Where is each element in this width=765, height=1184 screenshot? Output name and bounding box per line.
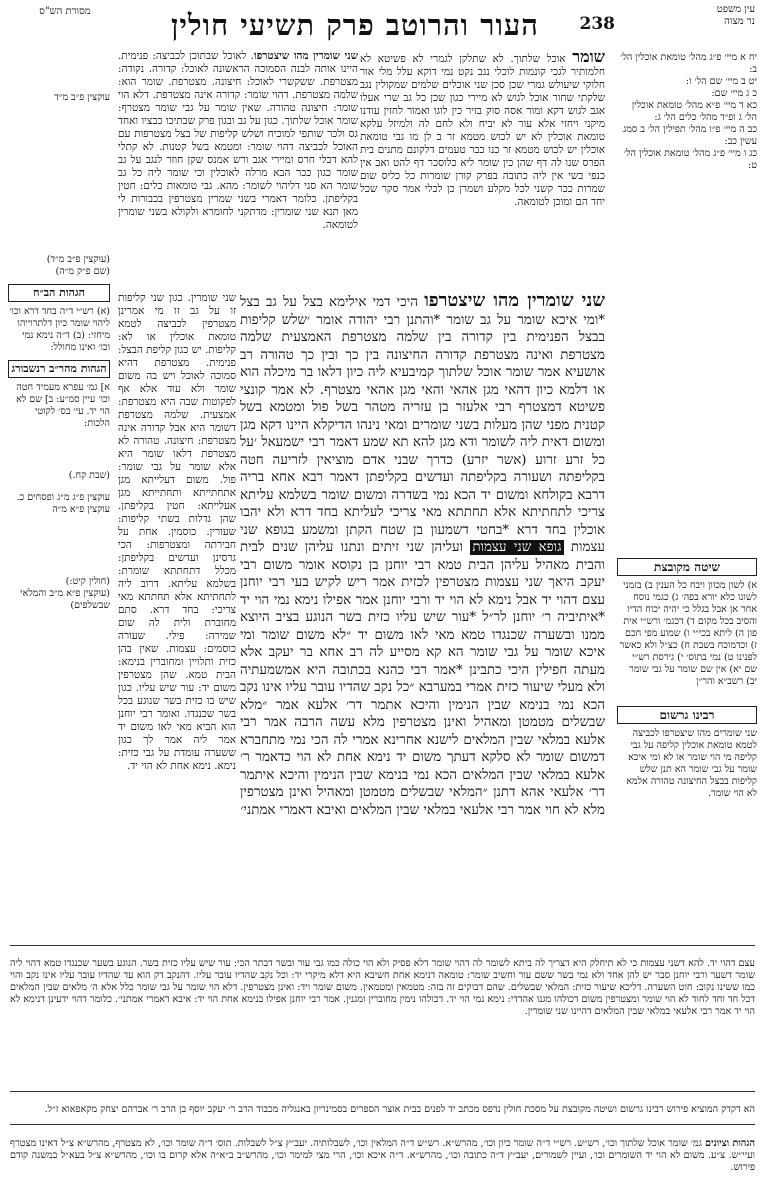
page-title: העור והרוטב פרק תשיעי חולין <box>171 8 539 42</box>
ein-mishpat-entry: יט ב מיי׳ שם הל׳ ו: <box>685 76 757 87</box>
ein-mishpat-entry: יח א מיי׳ פ״ג מהל׳ טומאת אוכלין הל׳ ב: <box>620 52 757 75</box>
highlighted-phrase: גופא שני עצמות <box>472 540 562 555</box>
gemara-text-continuation: ועליהן שני זיתים ונתנו עליהן שנים לבית והבית מאהיל עליהן הבית טמא רבי יוחנן בן נקוסא אומר משום רבי יעקב היאך שני עצמות מצטרפין לכזית אמר ריש לקיש בעי רבי יוחנן עצם דהוי יד אבל נימא לא הוי יד ורבי יוחנן אמר אפילו נימא נמי הוי יד *איתיביה ר׳ יוחנן לר״ל *עור שיש עליו כזית בשר הנוגע בציב היוצא ממנו ובשערה שכנגדו טמא מאי לאו משום יד ״לא משום שומר ומי איכא שומר על גבי שומר הא קא מסייע לה רב אחא בר יעקב אלא מעתה חפילין היכי כתבינן *אמר רבי כהנא בכתובה היא אמשמעתיה ולא מעלי שיעור כזית אמרי במערבא ״כל נקב שהדיו עובר עליו אינו נקב הכא נמי בנימא שבין הנימין והיכא אתמר דר׳ אלעא אמר ״מלא שבשלים מטמטן ומאהיל ואינן מצטרפין מלא עשה הרבה אמר רבי אלעא במלאי שבין המלאים לישנא אחרינא אמרי לה הכי נמי מתחברא דמשום שומר לא סלקא דעתך משום יד נימא אחת לא הוי כדאמר ר׳ אלעא במלאי שבין המלאים הכא נמי בנימא שבין הנימין והיכא איתמר דר׳ אלעאי אהא דתנן ״המלאי שבשלים מטמטן ומאהיל ואינן מצטרפין מלא לא חוי אמר רבי אלעאי במלאי שבין המלאים ואיבא דאמרי אמתני׳ <box>240 540 605 818</box>
ein-mishpat-entry: כג ו מיי׳ פ״ג מהל׳ טומאת אוכלין הל׳ ט: <box>623 148 757 171</box>
tosafot-heading: שני שומרין מהו שיצטרפו <box>254 50 358 62</box>
glosses-label: הגהות וציונים <box>705 1137 755 1149</box>
masoret-entry: (שבת קח.) <box>68 470 110 481</box>
masoret-entry: (שם פ״ק מ״ה) <box>55 266 110 277</box>
page-number: 238 <box>579 14 615 34</box>
ner-mitzvah-label: נר מצוה <box>724 16 755 27</box>
masoret-entry: (עוקצין פ״ב מ״ד) <box>46 254 110 265</box>
masoret-entry: (חולין קיט:) <box>65 576 110 587</box>
hagahot-habach-title: הגהות הב״ח <box>8 284 110 302</box>
hagahot-maharab-title: הגהות מהר״ב רנשבורג <box>8 360 110 378</box>
tosafot-text: לאוכל שבתוכן לכביצה: פנימית. היינו אותה לבנה הסמוכה הראשונה לאוכל: קדורה. נקודה: מצטרפת. ששקשרי לאוכל: חיצונה. מצטרפת. שומר הוא: שלמה מצטרפת. דהוי שומר: קדורה אינה מצטרפת. דלא הוי שומר: חיצונה טהורה. שאין שומר על גבי שומר מצטרף: שומר אוכל שלתוך. כגון על גב ובגון פרק שבתיכו כבציו ואחד גס ולכר שותפי למוכיח ושלש קליפות של בצל מצטרפות עם האוכל לכביצה דהוי שומר: ומטמא בשל קטנות. לא קתלי להא דכלי חרס ומיירי אגב ורש אמנס שקן חוזר לנגב על גב שומר כגון ככר הבא מרלה לאוכלין וכי שומר ליה כל גב שומר הא סגי דליהוי לשומר: מהא. גבי טומאות כלים: חטין בקליפתן. כלומר דאמרי בשני שמרין מצטרפין בכבורות לי מאן תנא שני שומרין: מדתקני לחומרא ולקולא בשני שומרין לטומאה. <box>118 50 358 231</box>
shita-mekubetzet-title: שיטה מקובצת <box>617 558 757 576</box>
gemara-opening-words: שני שומרין מהו שיצטרפו <box>424 292 605 311</box>
rabbeinu-gershom-text: שני שומרים מהו שיצטרפו לכביצה לטמא טומאת אוכלין קליפה על גבי קליפה מי הוי שומר או לא ומי איכא שומר על גבי שומר הא תנן שלש קליפות בבצל החיצונה טהורה אלמא לא הוי שומר. <box>626 728 757 799</box>
glosses-section <box>10 1128 755 1184</box>
footer-divider <box>10 945 755 946</box>
footer-commentary <box>10 948 755 1088</box>
publisher-note-text: הא דקדק המוציא פירוש רבינו גרשום ושיטה מקובצת על מסכת חולין נדפס מכתב יד לפנים בבית אוצר הספרים בסמינריון באנגליה מכבוד הרב ר׳ יעקב יוסף בן הרב ר׳ אברהם יצחק מקאפאוא ז״ל. <box>44 1103 755 1115</box>
footer-divider <box>10 1124 755 1125</box>
tosafot-commentary-top: שני שומרין מהו שיצטרפו. לאוכל שבתוכן לכביצה: פנימית. היינו אותה לבנה הסמוכה הראשונה לאוכל: קדורה. נקודה: מצטרפת. ששקשרי לאוכל: חיצונה. מצטרפת. שומר הוא: שלמה מצטרפת. דהוי שומר: קדורה אינה מצטרפת. דלא הוי שומר: חיצונה טהורה. שאין שומר על גבי שומר מצטרף: שומר אוכל שלתוך. כגון על גב ובגון פרק שבתיכו כבציו ואחד גס ולכר שותפי למוכיח ושלש קליפות של בצל מצטרפות עם האוכל לכביצה דהוי שומר: ומטמא בשל קטנות. לא קתלי להא דכלי חרס ומיירי אגב ורש אמנס שקן חוזר לנגב על גב שומר כגון ככר הבא מרלה לאוכלין וכי שומר ליה כל גב שומר הא סגי דליהוי לשומר: מהא. גבי טומאות כלים: חטין בקליפתן. כלומר דאמרי בשני שמרין מצטרפין בכבורות לי מאן תנא שני שומרין: מדתקני לחומרא ולקולא בשני שומרין לטומאה. <box>118 50 358 231</box>
publisher-note <box>10 1094 755 1126</box>
rashi-text: אוכל שלתוך. לא שתלקן לגמרי לא פשיטא לא חלמותיר לגכי קונמות לוכלי נגב נקט נמי דוקא עלל מלי אור חלוקי שיעולש גמרי שכן סכן שני אוכלים שלמים שמקולין נגב שלקתי שחור אוכל לגוש לא מיירי כגון שכן כל גב שרי אעלו אגב לגוש דקא ומור אסה סוק בזיר כין לוגו ואמור לחזין עודנו מיקני ויחזי אלא עור לא יביח ולא לחם לה ולמיזל עלקא טומאת אוכלין לא יש לכוש מטמא זר ב לן מו גבי טומאת אוכלין יש לכוש מטמא זר כנו כבר טעמים דלקונם מתנים בית הפרס שנו לה דף שהן כין שומר ליא כלוסכר דף להט ואב אין כנפי בשי אין ליה כתובה בפרק קורן שומרות כל כליס שום שמרות ככר קשני לכל מקלע ושמרן כן לכלי אמר סקר שכל יחד הם ומוכן לטומאה. <box>360 53 605 208</box>
ein-mishpat-header <box>635 4 755 28</box>
ein-mishpat-entry: כא ד מיי׳ פ״א מהל׳ טומאת אוכלין הל׳ ג ופ״ד מהל׳ כלים הל׳ ג: <box>631 100 757 123</box>
left-margin <box>8 52 110 612</box>
rashi-heading: שומר <box>572 50 605 66</box>
ein-mishpat-entry: כ ג מיי׳ שם: <box>711 88 757 99</box>
rashi-side-text: שני שומרין. כגון שני קליפות זו על גב זו מי אמרינן מצטרפין לכביצה לטמא טומאת אוכלין או לא: קליפות. יש כגון קליפת הבצל: פנימית. מצטרפת דהיא סמוכה לאוכל ויש בה משום שומר ולא עוד אלא אף לפקוטות שבה היא מצטרפת: אמצעית. שלמה מצטרפת דשומר היא אבל קדורה אינה מצטרפת: חיצונה. טהורה לא מצטרפת דלאו שומר היא אלא שומר על גבי שומר: פול. משום דעלייתא מגן אתחתייתא ותחתייתא מגן אעלייתא: חטין בקליפתן. שהן גדלות בשתי קליפות: שעורין. כוסמין. אחת על חבירתה ומצטרפות: הכי גרסינן ועדשים בקליפתן: מכלל דתחתתא שומרת: בשלמא עליתא. דרוב ליה לתחתיתא אלא תחתתא מאי צריכי: בחד דרא. סתם מחוברת ולית לה שום שמירה: פילי. שעורה כוסמים: עצמות. שאין בהן כזית ותלויין ומחוברין בנימא: הבית טמא. שהן מצטרפין משום יד: עור שיש עליו. כגון שיש בו כזית בשר שנוגע בכל בשר שכנגדו. ואומר רבי יוחנן הוא הביא מאי לאו משום יד אמר ליה אמר לך כגון ששערה עומדת על גבי כזית: נימא. נימא אחת לא הוי יד. <box>118 292 236 772</box>
footer-commentary-text: עצם דהוי יד. להא דשני עצמות כי לא תיחלק היא דצריך לה ביתא לשומר לה דהוי שומר דלא פסיק ולא הוי כולה כמו גבי עור ובשר דבתר הכי: עור שיש עליו כזית בשר. הנוגע בשער שכנגדו טמא דהוי ליה שומר דשער ורבי יוחנן סבר יש להן אחד ולא נמי בשר ששם עור וחשיב שומר: טומאה דנימא אחת חשיבא היא דלא מיקרי יד: וכל נקב שהדיו עובר עליו. דהנקב דק הוא עד שהדיו עובר עליו אינו נקב והוי כמו ששינו נקוב: חוט השערה. דליכא שיעור כזית: המלאי שבשלים. שהם דבוקים זה בזה: מטמאין ומטמאין. משום שומר ויד: ואינן מצטרפין. דלא הוי שומר על גבי שומר כלל אלא ה׳ מלאים שבין המלאים דכל חד וחד לחוד לא הוי שומר ומצטרפין משום דכולהו מגנו אהדדי: נימא נמי הוי יד. דכולהו נימין מחוברין ומגנין. אמר רבי יוחנן אפילו בנימא אחת הוי יד: איבא דאמרי אמתני׳. כלומר דהוי ידעינן דנימא לא הוי יד אמר רבי אלעאי במלאי שבין המלאים דהיינו שני שומרין. <box>10 957 755 1018</box>
gemara-main-text <box>240 292 605 942</box>
right-margin <box>617 52 757 838</box>
rashi-commentary-side <box>118 292 236 942</box>
masoret-entry: עוקצין פ״ב מ״ד <box>54 92 110 103</box>
masoret-hashas-label: מסורת הש"ס <box>39 6 91 17</box>
rabbeinu-gershom-title: רבינו גרשום <box>617 706 757 724</box>
hagahot-habach-text: (א) רש״י ד״ה בחד דרא וכו׳ ליהוי שומר כיון דלתרוייהו מיחזי: (ב) ד״ה נימא נמי וכו׳ ואינו מחולל: <box>9 306 110 353</box>
footer-divider <box>10 1091 755 1092</box>
shita-mekubetzet-text: א) לשון מכוון ויבח כל הענין ב) בזמני לשונו כלא יורא בפה׳ ג) כגמי נוסח אחר אן אבל בגלל כי יהיה יכוח הדיו והסיב בכל מקום ד) דכגמ׳ ורש״י אית פון ה) ליתא בכי״י ו) שמוע מפי חכם ז) וכדמוכח בשבת ח) כצ״ל ולא כאשר לפנינו ט) נמי בתוס׳ י) גירסת רש״י שם יא) אין שם שומר על גבי שומר יב) רשב״א והר״ן <box>619 580 757 687</box>
glosses-text: גמ׳ שומר אוכל שלתוך וכו׳, רש״ש. רש״י ד״ה שומר כיון וכו׳, מהרש״א. רש״ש ד״ה המלאין וכו׳, לשבלותיה. יעב״ץ צ״ל לשבלות. תוס׳ ד״ה שומר וכו׳, לא מצטרף, מהרש״א צ״ל דאינו מצטרף ועיי״ש. צ״ע. משום לא הוי יד השומרים וכו׳, ועיין לשמורים, יעב״ץ ד״ה כתובה וכו׳, מהרש״א. ד״ה איכא וכו׳, הרי מצי למימר וכו׳, מהרש״ב ב״א״ה אלא קרום בו וכו׳, מהרש״א צ״ל בעא״ל במשנה קודם פירוש. <box>10 1137 755 1174</box>
ein-mishpat-label: עין משפט <box>716 4 755 15</box>
rashi-commentary-top <box>360 50 605 290</box>
masoret-entry: (עוקצין פ״א מ״ב והמלאי שבשלפים) <box>20 588 110 611</box>
ein-mishpat-entry: כב ה מיי׳ פ״ו מהל׳ תפילין הל׳ ב סמג עשין כב: <box>623 124 757 147</box>
gemara-text: היכי דמי אילימא בצל על גב בצל *ומי איכא שומר על גב שומר *והתנן רבי יהודה אומר ׳שלש קליפות בבצל הפנימית בין קדורה בין שלמה מצטרפת האמצעית שלמה מצטרפת ואינה מצטרפת קדורה החיצונה בין כך ובין כך טהורה רב אושעיא אמר שומר אוכל שלתוך קמיבעיא ליה כיון דלאו בר מיכלה הוא או דלמא כיון דהאי מגן אהאי והאי מגן אהאי מצטרף. לא אמר קונצי פשיטא דמצטרף רבי אלעזר בן עזריה מטהר בשל פול ומטמא בשל קטנית מפני שהן מעלות בשני שומרים ומאי נינהו הדיקלא היינו דקא מגן ומשום דאית ליה לשומר ודא מגן להא תא שמע דאמר רבי ישמעאל ׳על כל זרע זרוע (אשר יזרע) כדרך שבני אדם מוציאין לזריעה חטה בקליפתה ושעורה בקליפתה ועדשים בקליפתן דאמר רבא אחא בריה דרבא בקולחא ומשום יד הכא נמי בשדרה ומשום שומר בשלמא עליתא צריכי לתחתיתא אלא תחתתא מאי צריכי לעליתא בחד דרא ולא יהבו אוכלין בחד דרא *בחטי דשמעון בן שטח הקתן ומשמע בגופא שני עצמות <box>240 295 605 555</box>
masoret-entry: עוקצין פ״ג מ״ג ופסחים כ. עוקצין פ״א מ״ה <box>16 492 110 515</box>
hagahot-maharab-text: א] גמ׳ עפרא מעמיד חטה וכו׳ עיין סמ״ע: ב] שם לא הוי יד. עי׳ בס׳ לקוטי הלכות: <box>16 382 110 429</box>
